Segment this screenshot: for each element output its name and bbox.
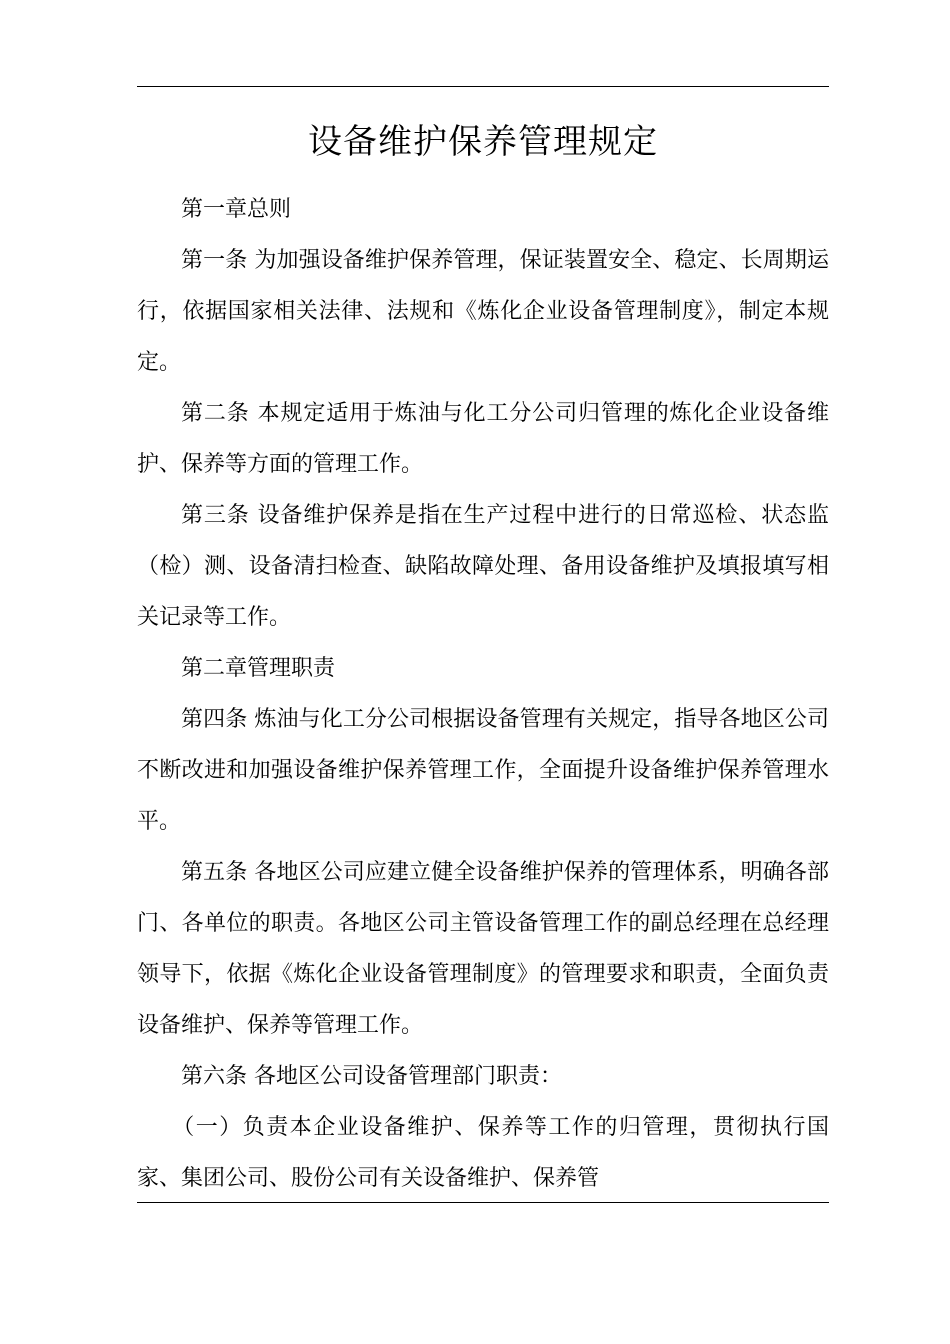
article-1: 第一条 为加强设备维护保养管理，保证装置安全、稳定、长周期运行，依据国家相关法律、法规和《炼化企业设备管理制度》，制定本规定。 bbox=[137, 248, 829, 375]
chapter-heading-2: 第二章管理职责 bbox=[181, 656, 336, 681]
document-body bbox=[137, 184, 829, 1204]
header-rule bbox=[137, 86, 829, 87]
chapter-heading-1: 第一章总则 bbox=[181, 197, 292, 222]
article-6-item-1: （一）负责本企业设备维护、保养等工作的归管理，贯彻执行国家、集团公司、股份公司有关设备维护、保养管 bbox=[137, 1115, 829, 1191]
article-4: 第四条 炼油与化工分公司根据设备管理有关规定，指导各地区公司不断改进和加强设备维护保养管理工作，全面提升设备维护保养管理水平。 bbox=[137, 707, 829, 834]
article-6: 第六条 各地区公司设备管理部门职责： bbox=[181, 1064, 562, 1089]
article-2: 第二条 本规定适用于炼油与化工分公司归管理的炼化企业设备维护、保养等方面的管理工作。 bbox=[137, 401, 829, 477]
footer-rule bbox=[137, 1202, 829, 1203]
document-title: 设备维护保养管理规定 bbox=[308, 122, 658, 162]
article-3: 第三条 设备维护保养是指在生产过程中进行的日常巡检、状态监（检）测、设备清扫检查、缺陷故障处理、备用设备维护及填报填写相关记录等工作。 bbox=[137, 503, 829, 630]
article-5: 第五条 各地区公司应建立健全设备维护保养的管理体系，明确各部门、各单位的职责。各地区公司主管设备管理工作的副总经理在总经理领导下，依据《炼化企业设备管理制度》的管理要求和职责，全面负责设备维护、保养等管理工作。 bbox=[137, 860, 829, 1038]
